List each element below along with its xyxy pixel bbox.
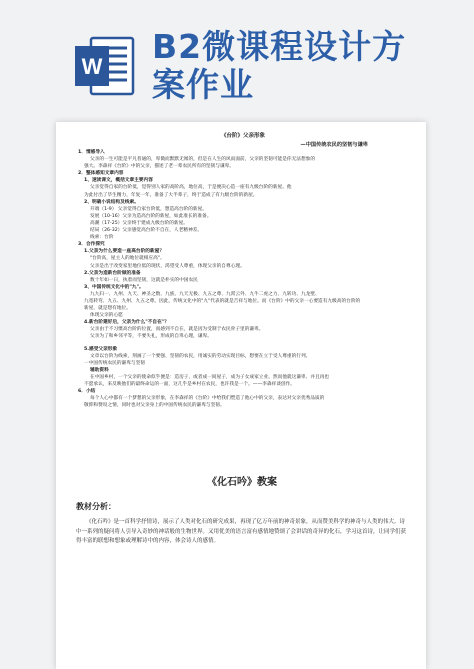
doc-line: 4.新台阶建好后，父亲为什么"不自在"？: [84, 320, 169, 326]
doc-line: 父亲觉得自家的台阶低，觉得别人家的高阶高，地位高，于是便决心造一座有九级台阶的新屋。他: [90, 185, 292, 191]
doc-line: 1.父亲为什么要造一座高台阶的新屋？: [84, 249, 165, 255]
doc-line: 发展（10-16）父亲为造高台阶的新屋，如此准长的准备。: [90, 213, 212, 219]
doc-line: 为此付出了毕生精力，年复一年，准备了大半辈子，终于造成了有九级台阶的新屋。: [84, 192, 258, 198]
doc-line: 父亲为了和乡邻平等，不要失礼，形成的自卑心理，谦卑。: [90, 334, 212, 340]
doc-line: 在中国乡村，一个父亲的使命似乎便是：造房子，或者成一间屋子，成为子女成家立业。然而他就这谦卑、并且再也: [90, 374, 330, 380]
section-huashiyin: [76, 476, 408, 547]
doc-line: 3、中国传统文化中的"九"。: [84, 284, 144, 290]
doc-line: 文章以台阶为线索，刻画了一个要强、坚韧的农民，用诚实的劳动实现目标，想要在立于受人尊重的行列。: [90, 353, 311, 359]
doc-line: 父亲的一生可能是平凡普通的，卑微而默默无闻的，但是在人生的风雨面前，父亲的坚韧可能是你无法想象的: [90, 157, 316, 163]
doc-line: 不愿承认，来反映他们的最终命运的一面，这几乎是乡村在农民，也许我是一个。——李森祥谈创作。: [84, 382, 295, 387]
section-title: 《化石吟》教案: [207, 477, 277, 488]
doc-lines: [78, 149, 408, 409]
doc-line: 数十年如一日，执着而坚韧，这就是朴实的中国农民: [90, 277, 198, 283]
section-paragraph: 《化石吟》是一首科学抒情诗，展示了人类对化石的研究成果，再现了亿万年前的神奇景象，从而赞美科学的神奇与人类的伟大。诗中一系列的疑问将人引导入奇妙的神话般的生物世界。又用优美的语言富有感情地赞颂了会讲话的奇异的化石，学习这首诗，让同学们获得丰富的联想和想象或理解诗中的内容，体会诗人的感情。: [76, 519, 407, 544]
title-line-2: 案作业: [152, 65, 254, 104]
doc-line: 父亲是出于改变家里地位低的现状，渴望受人尊重，体现父亲的自尊心理。: [90, 263, 245, 269]
doc-line: 2．整体感知文章内容: [78, 171, 124, 177]
header-banner: [0, 0, 474, 118]
document-body: [78, 132, 408, 409]
doc-line: 6．小结: [78, 389, 96, 395]
doc-line: "台阶高，屋主人的地位就相应高"。: [90, 256, 165, 262]
page-title: [152, 28, 452, 104]
doc-line: 父亲由于不习惯高台阶的位置，而感到不自在，就是因为受制于农民骨子里的谦卑。: [90, 327, 264, 333]
doc-line: 1、速读课文，概括文章主要内容: [84, 178, 153, 184]
word-document-icon: [73, 34, 137, 98]
doc-line: 5.感受父亲形象: [84, 346, 118, 352]
doc-subheading: —中国传统农民的坚韧与谦卑: [300, 142, 368, 148]
doc-line: 一中国传统农民的谦卑与坚韧: [84, 360, 145, 366]
doc-line: 九九归一、九州、九天、神圣之数、九族、九天无极、九五之尊、九霄云外、九牛二虎之力、九转功、九龙壁、: [90, 291, 320, 297]
doc-line: 结局（26-32）父亲感觉高台阶不自在，人老精神差。: [90, 228, 203, 234]
doc-line: 九宽转弯、九五、九州、九五之尊。因此，传统文化中的"九"代表的就是吉祥与地位。而《台阶》中的父亲一心要造有九级高的台阶的: [84, 298, 361, 304]
doc-line: 新屋，就是想有地位。: [84, 306, 131, 312]
doc-line: 高潮（17-25）父亲终于建成九级台阶的新屋。: [90, 220, 188, 226]
doc-heading: 《台阶》父亲形象: [220, 133, 265, 139]
doc-line: 每个人心中都有一个梦想的父亲形象，在李森祥的《台阶》中给我们塑造了他心中的父亲，表达对父亲优秀品质的: [90, 396, 325, 402]
svg-text:W: W: [81, 54, 103, 79]
doc-line: 体现父亲的心愿: [90, 313, 123, 319]
doc-line: 1．情感导入: [78, 150, 105, 155]
title-line-1: B2微课程设计方: [152, 27, 407, 66]
document-page: [56, 122, 426, 669]
doc-line: 敬仰和赞叹之情，同时也对父亲身上的中国传统农民的谦卑与坚韧。: [84, 403, 225, 409]
doc-line: 辅助资料: [90, 367, 109, 373]
doc-line: 3．合作探究: [78, 242, 105, 248]
doc-line: 开端（1-9） 父亲觉得自家台阶低，想造高台阶的新屋。: [90, 206, 207, 212]
section-subtitle: 教材分析：: [76, 501, 116, 511]
doc-line: 2、明确小说结构及线索。: [84, 199, 139, 205]
doc-line: 2.父亲为造新台阶做的准备: [84, 270, 141, 276]
doc-line: 强大。李森祥《台阶》中的父亲，描述了老一辈农民所有的坚韧与谦卑。: [84, 164, 235, 170]
doc-line: 线索：台阶: [90, 235, 114, 241]
